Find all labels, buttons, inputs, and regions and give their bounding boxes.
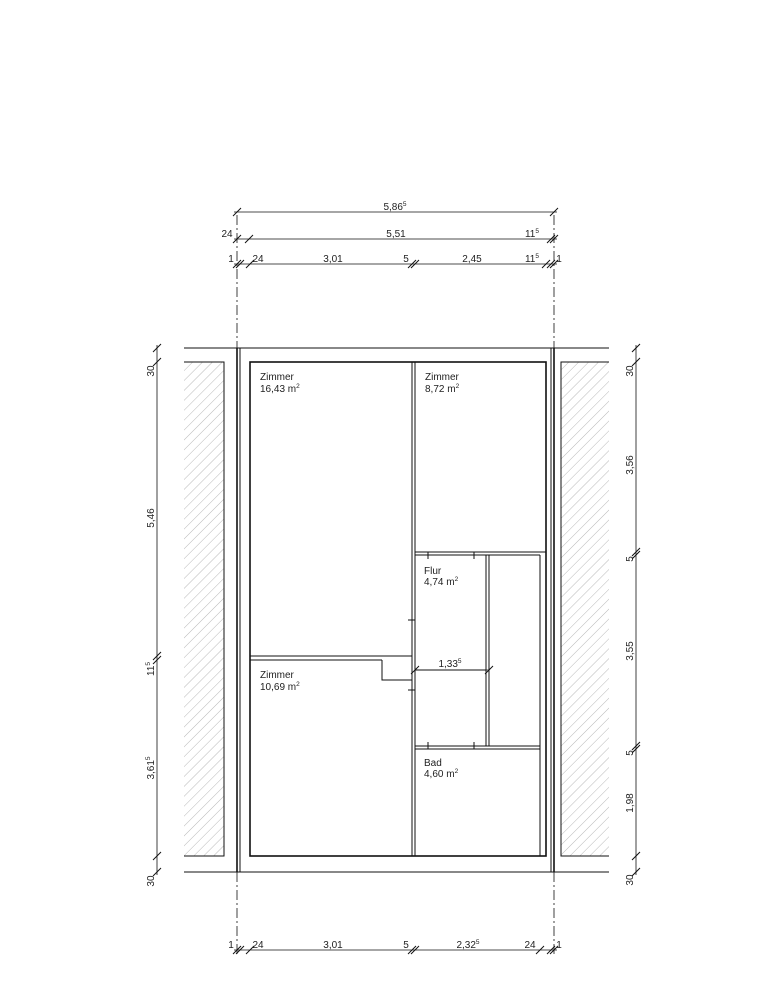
- svg-text:3,615: 3,61$^5$: [145, 756, 157, 780]
- room-zimmer-2: [425, 372, 460, 395]
- dimension-chain-top: [221, 201, 562, 265]
- room-area: 8,72 m: [425, 384, 456, 395]
- svg-text:3,01: [323, 940, 343, 951]
- room-name: Zimmer: [260, 372, 294, 383]
- svg-text:30: [146, 365, 157, 377]
- dim-label: 24: [221, 229, 233, 240]
- svg-text:30: [146, 875, 157, 887]
- room-area: 10,69 m: [260, 682, 297, 693]
- room-name: Bad: [424, 758, 442, 769]
- svg-text:115: $11^5$: [524, 253, 540, 265]
- room-bad: [424, 758, 459, 780]
- dim-label: 11: [524, 229, 536, 240]
- neighbor-wall-left: [184, 362, 224, 856]
- dimension-chain-left: [145, 365, 157, 887]
- dim-label: 30: [146, 365, 157, 377]
- svg-text:24: [221, 229, 233, 240]
- dim-label: 2,45: [462, 254, 482, 265]
- dim-label: 5: [625, 556, 636, 562]
- svg-text:2,45: [462, 254, 482, 265]
- dim-label: 11: [524, 254, 536, 265]
- svg-text:30: [625, 874, 636, 886]
- dim-label: 1: [228, 254, 234, 265]
- svg-text:24: [252, 254, 264, 265]
- dim-label: 1,33: [438, 659, 458, 670]
- svg-text:1,335: 1,33$^5$: [438, 658, 462, 670]
- svg-text:5,865: 5,86$^5$: [383, 201, 407, 213]
- dim-total-width: 5,86: [383, 202, 403, 213]
- svg-text:4,74 m2: 4,74 $m^2$: [424, 576, 459, 588]
- room-area: 16,43 m: [260, 384, 297, 395]
- building-walls: [237, 348, 554, 872]
- dim-label: 5,46: [146, 508, 157, 528]
- svg-text:24: [524, 940, 536, 951]
- svg-text:5: [625, 556, 636, 562]
- dim-label: 30: [146, 875, 157, 887]
- svg-text:5: [625, 750, 636, 756]
- dim-label: 2,32: [456, 940, 476, 951]
- dim-label: 3,56: [625, 455, 636, 475]
- dim-label: 3,55: [625, 641, 636, 661]
- dim-label: 24: [252, 940, 264, 951]
- svg-text:24: [252, 940, 264, 951]
- dim-label: 11: [146, 665, 157, 677]
- svg-text:5,51: [386, 229, 406, 240]
- svg-text:4,60 m2: 4,60 $m^2$: [424, 768, 459, 780]
- room-area: 4,60 m: [424, 769, 455, 780]
- dim-label: 5: [403, 254, 409, 265]
- svg-text:10,69 m2: 10,69 $m^2$: [260, 681, 300, 693]
- dim-label: 30: [625, 365, 636, 377]
- dim-label: 5: [403, 940, 409, 951]
- svg-text:3,01: [323, 254, 343, 265]
- dim-label: 1: [556, 254, 562, 265]
- axis-lines: [237, 215, 554, 955]
- room-name: Zimmer: [425, 372, 459, 383]
- svg-text:30: [625, 365, 636, 377]
- room-area: 4,74 m: [424, 577, 455, 588]
- svg-text:115: $11^5$: [524, 228, 540, 240]
- dimension-chain-right: [625, 365, 636, 886]
- dim-label: 5: [625, 750, 636, 756]
- svg-text:3,55: [625, 641, 636, 661]
- room-zimmer-3: [260, 670, 300, 693]
- dim-label: 3,01: [323, 940, 343, 951]
- svg-text:5: [403, 254, 409, 265]
- svg-text:1: [228, 254, 234, 265]
- svg-text:1: [556, 254, 562, 265]
- room-name: Zimmer: [260, 670, 294, 681]
- svg-text:8,72 m2: 8,72 $m^2$: [425, 383, 460, 395]
- dim-label: 1: [556, 940, 562, 951]
- dim-label: 5,51: [386, 229, 406, 240]
- svg-text:2,325: 2,32$^5$: [456, 939, 480, 951]
- svg-text:1,98: [625, 793, 636, 813]
- svg-text:5,46: [146, 508, 157, 528]
- neighbor-wall-right: [561, 362, 609, 856]
- dim-label: 1,98: [625, 793, 636, 813]
- svg-text:1: [556, 940, 562, 951]
- dim-label: 24: [252, 254, 264, 265]
- dim-label: 3,01: [323, 254, 343, 265]
- svg-text:16,43 m2: 16,43 $m^2$: [260, 383, 300, 395]
- svg-text:5: [403, 940, 409, 951]
- dim-label: 24: [524, 940, 536, 951]
- svg-text:3,56: [625, 455, 636, 475]
- room-flur: [424, 566, 459, 588]
- room-zimmer-1: [260, 372, 300, 395]
- dim-label: 3,61: [146, 760, 157, 780]
- dimension-chain-bottom: [228, 939, 562, 951]
- dimension-interior: [438, 658, 461, 670]
- svg-text:1: [228, 940, 234, 951]
- dim-label: 1: [228, 940, 234, 951]
- room-name: Flur: [424, 566, 442, 577]
- svg-text:115: $11^5$: [145, 661, 157, 677]
- dim-label: 30: [625, 874, 636, 886]
